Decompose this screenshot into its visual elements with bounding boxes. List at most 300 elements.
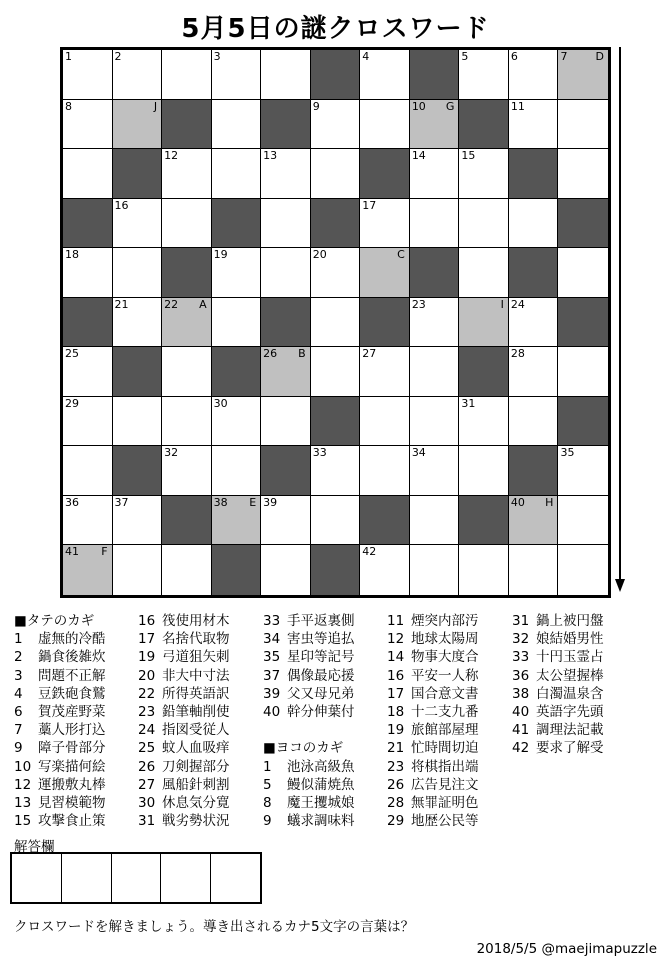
black-cell <box>558 397 608 447</box>
clue-text: 鉛筆軸削使 <box>162 703 230 720</box>
grid-cell[interactable] <box>261 149 311 199</box>
grid-cell[interactable] <box>509 100 559 150</box>
clue-number: 18 <box>387 703 405 720</box>
clue-number: 17 <box>138 631 156 648</box>
clue-text: 蟻求調味料 <box>287 813 355 830</box>
clue-item <box>138 648 230 666</box>
clue-text: 地球太陽周 <box>411 631 479 648</box>
black-cell <box>509 248 559 298</box>
cell-number: 21 <box>114 297 129 311</box>
grid-cell[interactable] <box>311 446 361 496</box>
cell-answer-letter: D <box>595 50 604 63</box>
answer-cell[interactable] <box>112 854 162 902</box>
clue-item <box>512 667 604 685</box>
cell-answer-letter: G <box>445 99 455 113</box>
clue-item <box>14 648 106 666</box>
clue-number: 9 <box>14 740 23 757</box>
cell-number: 38 <box>213 495 228 509</box>
clue-item <box>263 794 355 812</box>
clue-number: 10 <box>14 758 32 775</box>
grid-cell[interactable] <box>212 397 262 447</box>
answer-cell[interactable] <box>161 854 211 902</box>
clue-number: 40 <box>512 703 530 720</box>
clue-column-3 <box>263 612 355 830</box>
cell-number: 32 <box>164 446 179 460</box>
grid-cell[interactable] <box>261 496 311 546</box>
grid-cell[interactable] <box>113 545 163 595</box>
cell-number: 17 <box>362 198 377 212</box>
clue-text: 将棋指出端 <box>411 758 479 775</box>
grid-cell[interactable] <box>113 248 163 298</box>
clue-item <box>512 630 604 648</box>
clue-number: 23 <box>387 758 405 775</box>
clue-item <box>263 612 355 630</box>
grid-cell[interactable] <box>509 298 559 348</box>
clue-item <box>138 630 230 648</box>
clue-number: 41 <box>512 722 530 739</box>
shaded-answer-cell[interactable] <box>212 496 262 546</box>
grid-cell[interactable] <box>212 446 262 496</box>
grid-cell[interactable] <box>261 545 311 595</box>
grid-cell[interactable] <box>311 149 361 199</box>
cell-number: 35 <box>560 446 575 460</box>
black-cell <box>261 446 311 496</box>
grid-cell[interactable] <box>459 50 509 100</box>
cell-number: 8 <box>65 99 72 113</box>
clue-number: 36 <box>512 667 530 684</box>
clue-number: 26 <box>387 776 405 793</box>
cell-number: 1 <box>65 50 72 63</box>
clue-item <box>138 776 230 794</box>
shaded-answer-cell[interactable] <box>63 545 113 595</box>
clue-item <box>138 794 230 812</box>
clue-text: 十円玉霊占 <box>536 649 604 666</box>
clue-item <box>14 776 106 794</box>
shaded-answer-cell[interactable] <box>558 50 608 100</box>
clue-text: 十二支九番 <box>411 703 479 720</box>
black-cell <box>311 50 361 100</box>
clue-item <box>263 758 355 776</box>
grid-cell[interactable] <box>410 496 460 546</box>
clue-spacer <box>263 721 355 739</box>
clue-item <box>14 758 106 776</box>
black-cell <box>459 100 509 150</box>
clue-text: 風船針刺割 <box>162 776 230 793</box>
cell-number: 15 <box>461 149 476 163</box>
clue-text: 非大中寸法 <box>162 667 230 684</box>
black-cell <box>261 298 311 348</box>
grid-cell[interactable] <box>162 347 212 397</box>
clue-text: 鰻似蒲焼魚 <box>287 776 355 793</box>
clue-text: 見習模範物 <box>38 794 106 811</box>
puzzle-title: 5月5日の謎クロスワード <box>181 14 490 44</box>
clue-section-heading: ■タテのカギ <box>14 613 95 629</box>
clue-text: 娘結婚男性 <box>536 631 604 648</box>
grid-cell[interactable] <box>162 149 212 199</box>
grid-cell[interactable] <box>63 248 113 298</box>
grid-cell[interactable] <box>311 347 361 397</box>
grid-cell[interactable] <box>113 397 163 447</box>
clue-text: 刀剣握部分 <box>162 758 230 775</box>
clue-text: 物事大度合 <box>411 649 479 666</box>
answer-box <box>10 852 262 904</box>
clue-item <box>387 739 479 757</box>
clue-text: 問題不正解 <box>38 667 106 684</box>
clue-item <box>138 667 230 685</box>
cell-number: 11 <box>510 99 525 113</box>
clue-item <box>14 630 106 648</box>
cell-answer-letter: B <box>298 347 306 361</box>
cell-number: 41 <box>65 545 79 559</box>
grid-cell[interactable] <box>410 199 460 249</box>
grid-cell[interactable] <box>212 248 262 298</box>
down-arrow-icon <box>613 47 627 592</box>
clue-number: 5 <box>263 776 272 793</box>
grid-cell[interactable] <box>459 199 509 249</box>
cell-number: 24 <box>510 297 525 311</box>
cell-answer-letter: H <box>545 495 554 509</box>
clue-text: 旅館部屋理 <box>411 722 479 739</box>
grid-cell[interactable] <box>63 496 113 546</box>
clue-item <box>387 794 479 812</box>
clue-text: 攻撃食止策 <box>38 813 106 830</box>
clue-text: 虚無的冷酷 <box>38 631 106 648</box>
clue-number: 21 <box>387 740 405 757</box>
clue-item <box>263 812 355 830</box>
clue-item <box>14 812 106 830</box>
grid-cell[interactable] <box>212 50 262 100</box>
grid-cell[interactable] <box>162 446 212 496</box>
black-cell <box>558 199 608 249</box>
shaded-answer-cell[interactable] <box>509 496 559 546</box>
cell-number: 4 <box>362 50 370 63</box>
clue-item <box>387 685 479 703</box>
clue-item <box>263 776 355 794</box>
grid-cell[interactable] <box>459 248 509 298</box>
clue-item <box>14 794 106 812</box>
clue-number: 12 <box>14 776 32 793</box>
clue-number: 11 <box>387 613 405 629</box>
grid-cell[interactable] <box>410 298 460 348</box>
grid-cell[interactable] <box>113 298 163 348</box>
clue-number: 4 <box>14 685 23 702</box>
grid-cell[interactable] <box>558 496 608 546</box>
clue-text: 煙突内部汚 <box>411 613 479 629</box>
cell-number: 40 <box>510 495 525 509</box>
grid-cell[interactable] <box>558 149 608 199</box>
shaded-answer-cell[interactable] <box>113 100 163 150</box>
clue-text: 賀茂産野菜 <box>38 703 106 720</box>
black-cell <box>162 248 212 298</box>
clue-text: 手平返裏側 <box>287 613 355 629</box>
grid-cell[interactable] <box>558 248 608 298</box>
clue-item <box>512 648 604 666</box>
shaded-answer-cell[interactable] <box>261 347 311 397</box>
clue-text: 写楽描何絵 <box>38 758 106 775</box>
clue-text: 地歴公民等 <box>411 813 479 830</box>
clue-number: 1 <box>263 758 272 775</box>
clue-item <box>138 812 230 830</box>
clue-number: 38 <box>512 685 530 702</box>
cell-number: 31 <box>461 396 476 410</box>
cell-number: 34 <box>411 446 426 460</box>
grid-cell[interactable] <box>311 298 361 348</box>
clue-number: 33 <box>263 613 281 629</box>
clue-number: 7 <box>14 722 23 739</box>
grid-cell[interactable] <box>360 397 410 447</box>
grid-cell[interactable] <box>63 50 113 100</box>
grid-cell[interactable] <box>360 446 410 496</box>
clue-item <box>512 612 604 630</box>
cell-number: 42 <box>362 545 377 559</box>
clue-number: 26 <box>138 758 156 775</box>
grid-cell[interactable] <box>410 397 460 447</box>
credit-text: 2018/5/5 @maejimapuzzle <box>476 941 657 957</box>
clue-number: 12 <box>387 631 405 648</box>
cell-number: 6 <box>510 50 518 63</box>
grid-cell[interactable] <box>162 50 212 100</box>
grid-cell[interactable] <box>113 50 163 100</box>
clue-item <box>138 721 230 739</box>
black-cell <box>360 496 410 546</box>
clue-number: 24 <box>138 722 156 739</box>
clue-number: 32 <box>512 631 530 648</box>
black-cell <box>162 100 212 150</box>
clue-number: 28 <box>387 794 405 811</box>
cell-number: 18 <box>65 248 79 262</box>
black-cell <box>360 298 410 348</box>
cell-number: 36 <box>65 495 79 509</box>
grid-cell[interactable] <box>509 397 559 447</box>
cell-number: 14 <box>411 149 426 163</box>
grid-cell[interactable] <box>410 545 460 595</box>
clue-number: 2 <box>14 649 23 666</box>
clue-text: 無罪証明色 <box>411 794 479 811</box>
clue-item <box>387 758 479 776</box>
cell-number: 28 <box>510 347 525 361</box>
clue-number: 40 <box>263 703 281 720</box>
clue-text: 太公望握棒 <box>536 667 604 684</box>
clue-item <box>387 612 479 630</box>
crossword-grid <box>60 47 611 598</box>
grid-cell[interactable] <box>509 199 559 249</box>
answer-label: 解答欄 <box>14 839 55 855</box>
black-cell <box>311 199 361 249</box>
grid-cell[interactable] <box>509 347 559 397</box>
grid-cell[interactable] <box>113 199 163 249</box>
clue-number: 42 <box>512 740 530 757</box>
clue-number: 19 <box>138 649 156 666</box>
shaded-answer-cell[interactable] <box>459 298 509 348</box>
grid-cell[interactable] <box>311 100 361 150</box>
clue-number: 6 <box>14 703 23 720</box>
clue-item <box>387 630 479 648</box>
grid-cell[interactable] <box>459 397 509 447</box>
black-cell <box>113 446 163 496</box>
clue-number: 13 <box>14 794 32 811</box>
grid-cell[interactable] <box>410 347 460 397</box>
grid-cell[interactable] <box>212 149 262 199</box>
cell-number: 9 <box>312 99 320 113</box>
shaded-answer-cell[interactable] <box>162 298 212 348</box>
grid-cell[interactable] <box>558 446 608 496</box>
grid-cell[interactable] <box>360 100 410 150</box>
clue-number: 30 <box>138 794 156 811</box>
clue-item <box>387 812 479 830</box>
cell-answer-letter: J <box>153 99 158 113</box>
grid-cell[interactable] <box>410 446 460 496</box>
clue-text: 指図受従人 <box>162 722 230 739</box>
clue-text: 弓道狙矢刺 <box>162 649 230 666</box>
cell-number: 22 <box>164 297 179 311</box>
grid-cell[interactable] <box>63 149 113 199</box>
clue-text: 国合意文書 <box>411 685 479 702</box>
clue-number: 19 <box>387 722 405 739</box>
grid-cell[interactable] <box>113 496 163 546</box>
clue-text: 鍋食後雑炊 <box>38 649 106 666</box>
black-cell <box>410 248 460 298</box>
grid-cell[interactable] <box>558 545 608 595</box>
grid-cell[interactable] <box>261 397 311 447</box>
cell-number: 19 <box>213 248 228 262</box>
clue-text: 名捨代取物 <box>162 631 230 648</box>
clue-item <box>263 703 355 721</box>
black-cell <box>261 100 311 150</box>
cell-number: 27 <box>362 347 377 361</box>
cell-answer-letter: C <box>397 248 405 262</box>
grid-cell[interactable] <box>558 347 608 397</box>
grid-cell[interactable] <box>459 446 509 496</box>
black-cell <box>311 397 361 447</box>
black-cell <box>212 199 262 249</box>
clue-text: 藁人形打込 <box>38 722 106 739</box>
clue-item <box>14 703 106 721</box>
clue-item <box>387 721 479 739</box>
clue-text: 魔王攫城娘 <box>287 794 355 811</box>
grid-cell[interactable] <box>63 347 113 397</box>
clue-text: 要求了解受 <box>536 740 604 757</box>
clue-number: 31 <box>512 613 530 629</box>
grid-cell[interactable] <box>360 50 410 100</box>
clue-item <box>263 630 355 648</box>
black-cell <box>63 199 113 249</box>
grid-cell[interactable] <box>63 397 113 447</box>
black-cell <box>212 545 262 595</box>
clue-text: 害虫等追払 <box>287 631 355 648</box>
black-cell <box>459 496 509 546</box>
grid-cell[interactable] <box>162 397 212 447</box>
cell-number: 30 <box>213 396 228 410</box>
grid-cell[interactable] <box>212 100 262 150</box>
grid-cell[interactable] <box>261 248 311 298</box>
clue-item <box>14 667 106 685</box>
answer-cell[interactable] <box>12 854 62 902</box>
grid-cell[interactable] <box>63 100 113 150</box>
grid-cell[interactable] <box>63 446 113 496</box>
cell-answer-letter: I <box>500 297 504 311</box>
clue-number: 15 <box>14 813 32 830</box>
grid-cell[interactable] <box>410 149 460 199</box>
clue-number: 3 <box>14 667 23 684</box>
instruction-text: クロスワードを解きましょう。導き出されるカナ5文字の言葉は？ <box>14 919 415 935</box>
black-cell <box>311 545 361 595</box>
clue-text: 鍋上被円盤 <box>536 613 604 629</box>
black-cell <box>410 50 460 100</box>
clue-text: 幹分伸葉付 <box>287 703 355 720</box>
clue-text: 白濁温泉含 <box>536 685 604 702</box>
clue-item <box>263 667 355 685</box>
clue-text: 英語字先頭 <box>536 703 604 720</box>
clue-text: 平安一人称 <box>411 667 479 684</box>
clue-number: 33 <box>512 649 530 666</box>
cell-number: 7 <box>560 50 568 63</box>
clue-number: 16 <box>138 613 156 629</box>
grid-cell[interactable] <box>212 298 262 348</box>
clue-column-5 <box>512 612 604 758</box>
clue-text: 運搬敷丸棒 <box>38 776 106 793</box>
black-cell <box>509 149 559 199</box>
clue-column-2 <box>138 612 230 830</box>
grid-cell[interactable] <box>459 545 509 595</box>
clue-number: 17 <box>387 685 405 702</box>
answer-cell[interactable] <box>211 854 260 902</box>
grid-cell[interactable] <box>558 100 608 150</box>
grid-cell[interactable] <box>509 545 559 595</box>
clue-item <box>138 703 230 721</box>
clue-item <box>14 685 106 703</box>
clue-section-heading: ■ヨコのカギ <box>263 740 344 757</box>
grid-cell[interactable] <box>311 496 361 546</box>
grid-cell[interactable] <box>261 50 311 100</box>
clue-item <box>138 685 230 703</box>
clue-item <box>387 648 479 666</box>
black-cell <box>63 298 113 348</box>
clue-column-4 <box>387 612 479 830</box>
clue-item <box>138 739 230 757</box>
clue-text: 偶像最応援 <box>287 667 355 684</box>
clue-number: 8 <box>263 794 272 811</box>
clue-text: 調理法記載 <box>536 722 604 739</box>
clue-number: 16 <box>387 667 405 684</box>
grid-cell[interactable] <box>360 347 410 397</box>
clue-item <box>14 721 106 739</box>
cell-number: 26 <box>263 347 278 361</box>
answer-cell[interactable] <box>62 854 112 902</box>
grid-cell[interactable] <box>360 545 410 595</box>
grid-cell[interactable] <box>360 199 410 249</box>
clue-item <box>512 721 604 739</box>
clue-number: 20 <box>138 667 156 684</box>
grid-cell[interactable] <box>162 545 212 595</box>
clue-item <box>387 703 479 721</box>
cell-number: 20 <box>312 248 327 262</box>
shaded-answer-cell[interactable] <box>360 248 410 298</box>
clue-item <box>14 739 106 757</box>
grid-cell[interactable] <box>162 199 212 249</box>
grid-cell[interactable] <box>509 50 559 100</box>
grid-cell[interactable] <box>311 248 361 298</box>
black-cell <box>212 347 262 397</box>
clue-number: 37 <box>263 667 281 684</box>
shaded-answer-cell[interactable] <box>410 100 460 150</box>
clue-item <box>138 758 230 776</box>
black-cell <box>360 149 410 199</box>
cell-number: 2 <box>114 50 122 63</box>
cell-number: 12 <box>164 149 179 163</box>
grid-cell[interactable] <box>261 199 311 249</box>
grid-cell[interactable] <box>459 149 509 199</box>
clue-text: 忙時間切迫 <box>411 740 479 757</box>
